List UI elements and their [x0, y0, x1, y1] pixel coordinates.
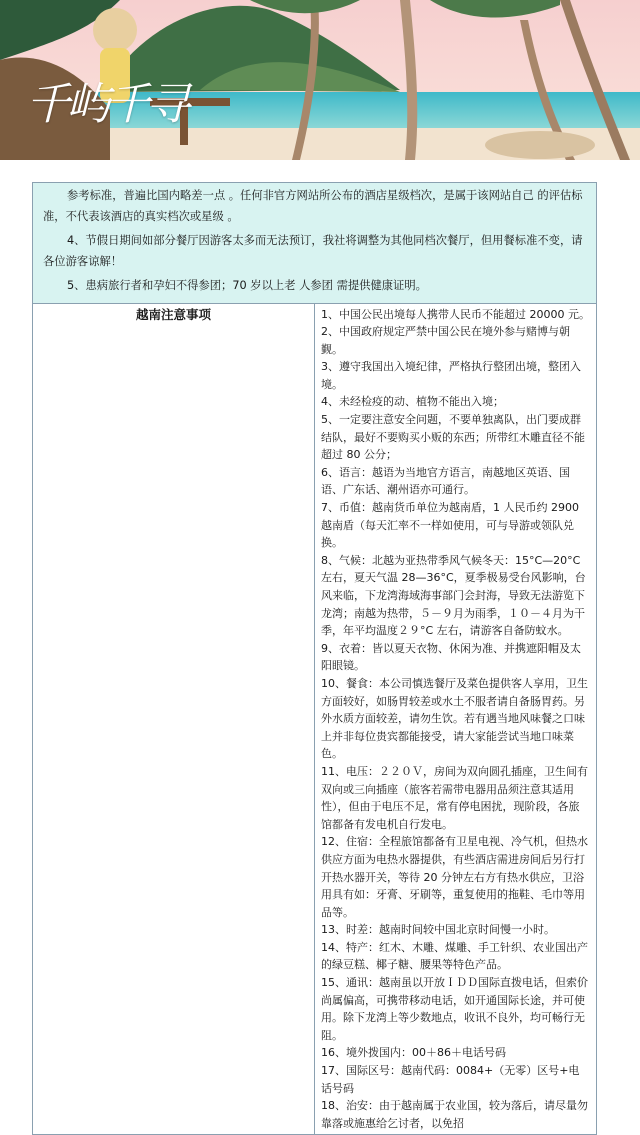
header-banner: [0, 0, 640, 160]
info-table: [32, 182, 597, 1135]
section-content: [315, 303, 597, 1135]
list-item: 18、治安：由于越南属于农业国，较为落后，请尽量勿靠落或施惠给乞讨者，以免招: [321, 1099, 588, 1130]
list-item: 9、衣着：皆以夏天衣物、休闲为准、并携遮阳帽及太阳眼镜。: [321, 641, 581, 673]
list-item: 17、国际区号：越南代码：0084+（无零）区号+电话号码: [321, 1064, 580, 1095]
list-item: 3、遵守我国出入境纪律，严格执行整团出境，整团入境。: [321, 360, 581, 391]
notes-row: [33, 183, 597, 304]
list-item: 4、未经检疫的动、植物不能出入境；: [321, 395, 504, 409]
vietnam-notes-row: [33, 303, 597, 1135]
note-item: 4、节假日期间如部分餐厅因游客太多而无法预订，我社将调整为其他同档次餐厅，但用餐标准不变，请各位游客谅解！: [43, 234, 583, 268]
brand-logo: 千屿千寻: [26, 79, 186, 130]
list-item: 11、电压：２２０Ｖ，房间为双向圆孔插座，卫生间有双向或三向插座（旅客若需带电器用品须注意其适用性），但由于电压不足，常有停电困扰，现阶段，各旅馆都备有发电机自行发电。: [321, 764, 588, 831]
note-item: 参考标准，普遍比国内略差一点 。任何非官方网站所公布的酒店星级档次，是属于该网站自己 的评估标准，不代表该酒店的真实档次或星级 。: [43, 189, 583, 223]
list-item: 12、住宿：全程旅馆都备有卫星电视、冷气机，但热水供应方面为电热水器提供，有些酒店需进房间后另行打开热水器开关，等待 20 分钟左右方有热水供应，卫浴用具有如：牙膏、牙刷等，重复使用的拖鞋、毛巾等用品等。: [321, 835, 588, 919]
notes-cell: [33, 183, 597, 304]
list-item: 2、中国政府规定严禁中国公民在境外参与赌博与朝觐。: [321, 325, 570, 356]
section-label: 越南注意事项: [33, 303, 315, 1135]
list-item: 1、中国公民出境每人携带人民币不能超过 20000 元。: [321, 307, 590, 321]
list-item: 5、一定要注意安全问题，不要单独离队，出门要成群结队，最好不要购买小贩的东西；所带红木雕直径不能超过 80 公分；: [321, 413, 585, 462]
list-item: 13、时差：越南时间较中国北京时间慢一小时。: [321, 923, 555, 937]
list-item: 8、气候：北越为亚热带季风气候冬天：15°C—20°C 左右，夏天气温 28—36°C，夏季极易受台风影响，台风来临，下龙湾海域海事部门会封海，导致无法游览下龙湾；南越为热带，５－９月为雨季，１０－４月为干季，年平均温度２９°C 左右，请游客自备防蚊水。: [321, 553, 586, 638]
list-item: 16、境外拨国内：00＋86＋电话号码: [321, 1046, 506, 1060]
list-item: 10、餐食：本公司慎选餐厅及菜色提供客人享用，卫生方面较好，如肠胃较差或水土不服者请自备肠胃药。另外水质方面较差，请勿生饮。若有遇当地风味餐之口味上并非每位贵宾都能接受，请大家能尝试当地口味菜色。: [321, 676, 588, 761]
note-item: 5、患病旅行者和孕妇不得参团；70 岁以上老 人参团 需提供健康证明。: [67, 279, 427, 292]
list-item: 14、特产：红木、木雕、煤雕、手工针织、农业国出产的绿豆糕、椰子糖、腰果等特色产品。: [321, 940, 588, 972]
list-item: 7、币值：越南货币单位为越南盾，1 人民币约 2900 越南盾（每天汇率不一样如使用，可与导游或领队兑换。: [321, 501, 579, 550]
list-item: 6、语言：越语为当地官方语言，南越地区英语、国语、广东话、潮州语亦可通行。: [321, 465, 570, 497]
list-item: 15、通讯：越南虽以开放ＩＤＤ国际直拨电话，但索价尚属偏高，可携带移动电话，如开通国际长途，并可使用。除下龙湾上等少数地点，收讯不良外，均可畅行无阻。: [321, 976, 588, 1042]
